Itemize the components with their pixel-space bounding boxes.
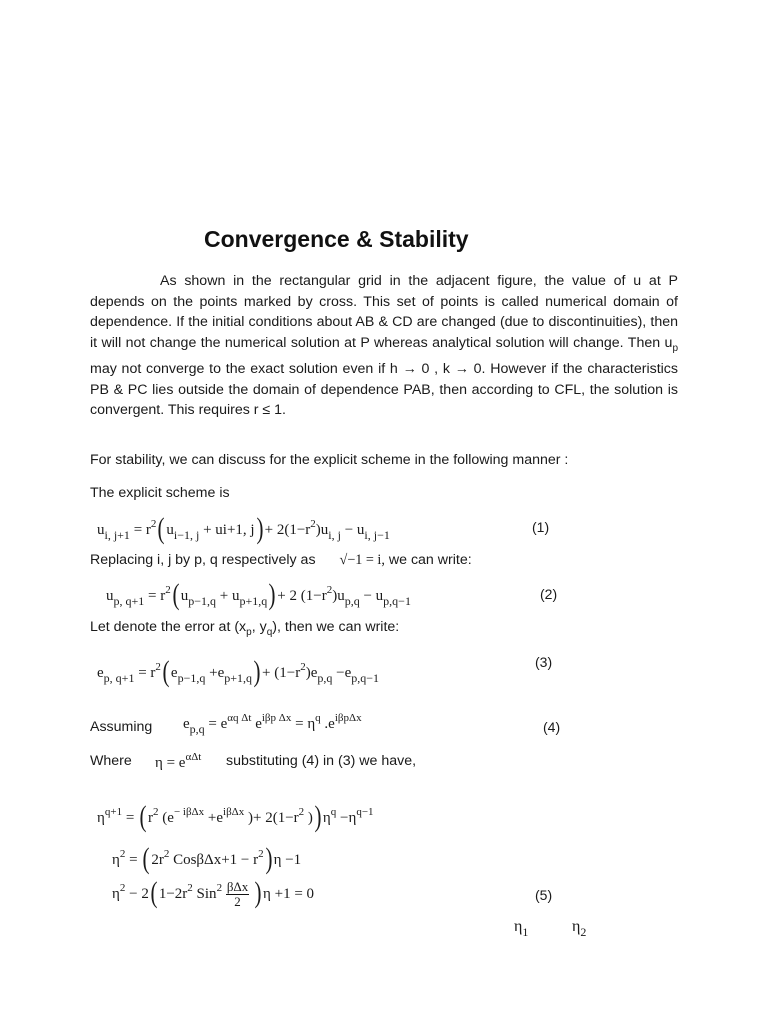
root-sub-2: 2 [580, 925, 587, 939]
equation-3: $e_{p, q+1} = r^2$( $e_{p-1,q} +e_{p+1,q}) + (1-r^2)e_{p,q} -e_{p,q-1}$ [97, 655, 380, 688]
replacing-line [90, 552, 472, 569]
equation-5: $\eta^2 - 2$( $1-2r^2$ Sin$^2$ $\frac{\text{βΔx}}{2}$ ) η +1 = 0 [112, 876, 315, 910]
equation-2: $u_{p, q+1} = r^2$( $u_{p-1,q} + u_{p+1,q}) + 2$ $(1-r^2)u_{p,q} - u_{p,q-1}$ [106, 578, 411, 611]
error-text-a: Let denote the error at (x [90, 619, 247, 635]
equation-number-3: (3) [535, 654, 553, 670]
error-sub-q: q [266, 626, 273, 638]
where-tail: substituting (4) in (3) we have, [226, 753, 417, 769]
root-symbol-2: η [572, 918, 581, 935]
assuming-label: Assuming [90, 719, 153, 735]
equation-eta-q: $\eta^{q+1}$ = ( $r^2$ ($e^{- i\beta\Delta x} +e^{i\beta\Delta x}$ )+ $2(1-r^2$ )) $\eta^q -\eta^{q-1}$ [97, 800, 374, 833]
paragraph-convergence [90, 271, 678, 421]
equation-eta-squared: $\eta^2$ = ( $2r^2$ $Cos\beta\Delta x+1 - r^2$) η −1 [112, 842, 302, 875]
equation-number-4: (4) [543, 719, 561, 735]
page-title: Convergence & Stability [204, 226, 469, 252]
paragraph-sub: p [672, 342, 678, 354]
equation-number-2: (2) [540, 586, 558, 602]
root-sub-1: 1 [522, 925, 529, 939]
error-line [90, 619, 399, 638]
where-label: Where [90, 753, 132, 769]
equation-number-1: (1) [532, 519, 550, 535]
root-eta-1 [514, 918, 528, 940]
equation-1: $u_{i, j+1} = r^2$( $u_{i-1, j} + ui+1$, $j) + 2(1-r^2)u_{i, j} - u_{i, j-1}$ [97, 512, 390, 545]
stability-intro: For stability, we can discuss for the explicit scheme in the following manner : [90, 452, 569, 468]
paragraph-text: As shown in the rectangular grid in the adjacent figure, the value of u at P depends on the points marked by cross. This set of points is called numerical domain of dependence. If the initial conditions about AB & CD are changed (due to discontinuities), then it will not change the numerical solution at P whereas analytical solution will change. Then u [90, 273, 678, 351]
error-sub-p: p [246, 626, 252, 638]
eta-definition: $\eta = e^{\alpha\Delta t}$ [155, 751, 202, 771]
error-text-b: ), then we can write: [272, 619, 400, 635]
replacing-tail: we can write: [388, 552, 472, 568]
explicit-scheme-label: The explicit scheme is [90, 485, 230, 501]
error-text-mid: , y [251, 619, 267, 635]
equation-4: $e_{p,q} = e^{\alpha q \Delta t}$ $e^{i\beta p \Delta x} = \eta^q$ $.e^{i\beta p\Delta x}$ [183, 712, 362, 736]
equation-number-5: (5) [535, 887, 553, 903]
root-symbol-1: η [514, 918, 523, 935]
replacing-text: Replacing i, j by p, q respectively as [90, 552, 316, 568]
root-eta-2 [572, 918, 586, 940]
paragraph-text-tail: may not converge to the exact solution even if h → 0 , k → 0. However if the characteristics PB & PC lies outside the domain of dependence PAB, then according to CFL, the solution is convergent. This requires r ≤ 1. [90, 361, 678, 419]
sqrt-expression: √−1 = i, [339, 552, 385, 568]
